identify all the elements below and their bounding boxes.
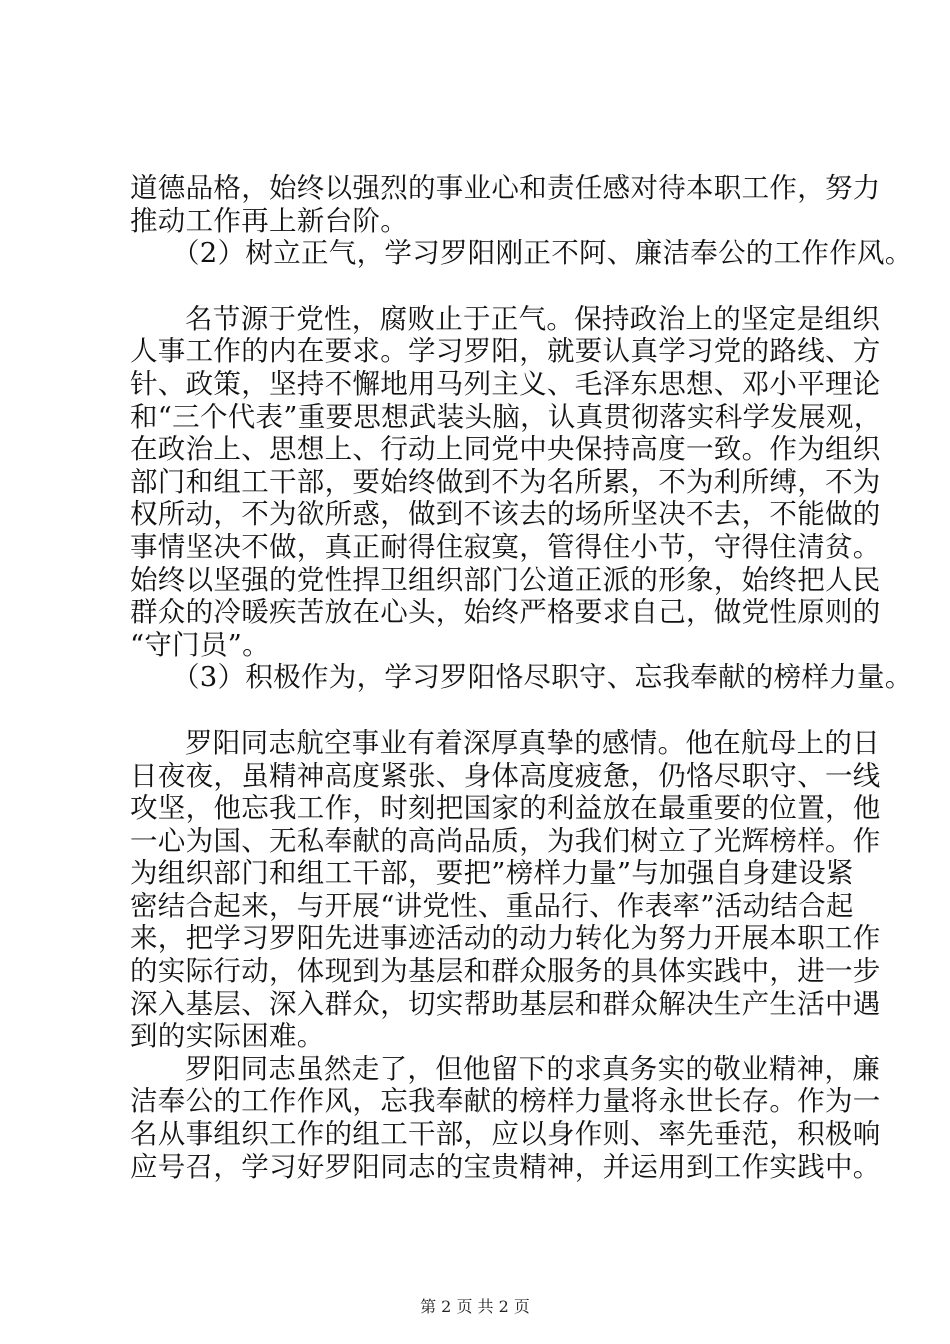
text-line: 攻坚，他忘我工作，时刻把国家的利益放在最重要的位置，他: [130, 792, 881, 825]
text-line: 事情坚决不做，真正耐得住寂寞，管得住小节，守得住清贫。: [130, 530, 881, 563]
spacer: [130, 270, 830, 303]
text-line: 应号召，学习好罗阳同志的宝贵精神，并运用到工作实践中。: [130, 1150, 881, 1183]
text-line: 深入基层、深入群众，切实帮助基层和群众解决生产生活中遇: [130, 987, 881, 1020]
spacer: [130, 694, 830, 727]
text-line: 为组织部门和组工干部，要把”榜样力量”与加强自身建设紧: [130, 857, 854, 890]
text-line: 来，把学习罗阳先进事迹活动的动力转化为努力开展本职工作: [130, 922, 881, 955]
paragraph-2: [130, 302, 882, 662]
text-line: 到的实际困难。: [130, 1020, 325, 1053]
text-line: 针、政策，坚持不懈地用马列主义、毛泽东思想、邓小平理论: [130, 367, 881, 400]
text-line: 群众的冷暖疾苦放在心头，始终严格要求自己，做党性原则的: [130, 596, 881, 629]
paragraph-1: [130, 172, 881, 237]
text-line: 部门和组工干部，要始终做到不为名所累，不为利所缚，不为: [130, 465, 881, 498]
paragraph-4: [130, 1052, 881, 1183]
paragraph-3: [130, 726, 881, 1053]
section-heading-3: （3）积极作为，学习罗阳恪尽职守、忘我奉献的榜样力量。: [172, 661, 913, 694]
text-line: “守门员”。: [130, 628, 270, 661]
text-line: 密结合起来，与开展“讲党性、重品行、作表率”活动结合起: [130, 889, 854, 922]
text-line: 推动工作再上新台阶。: [130, 204, 408, 237]
text-line: 罗阳同志虽然走了，但他留下的求真务实的敬业精神，廉: [185, 1052, 880, 1085]
text-line: 一心为国、无私奉献的高尚品质，为我们树立了光辉榜样。作: [130, 824, 881, 857]
page-number-footer: 第 2 页 共 2 页: [420, 1297, 530, 1316]
text-line: 始终以坚强的党性捍卫组织部门公道正派的形象，始终把人民: [130, 563, 881, 596]
document-body: [130, 172, 913, 1183]
text-line: 和“三个代表”重要思想武装头脑，认真贯彻落实科学发展观，: [130, 400, 882, 433]
text-line: 日夜夜，虽精神高度紧张、身体高度疲惫，仍恪尽职守、一线: [130, 759, 881, 792]
text-line: 在政治上、思想上、行动上同党中央保持高度一致。作为组织: [130, 433, 881, 466]
text-line: 道德品格，始终以强烈的事业心和责任感对待本职工作，努力: [130, 172, 881, 204]
text-line: 权所动，不为欲所惑，做到不该去的场所坚决不去，不能做的: [130, 498, 881, 531]
text-line: 名节源于党性，腐败止于正气。保持政治上的坚定是组织: [185, 302, 880, 335]
text-line: 人事工作的内在要求。学习罗阳，就要认真学习党的路线、方: [130, 335, 881, 368]
text-line: 罗阳同志航空事业有着深厚真挚的感情。他在航母上的日: [185, 726, 880, 759]
text-line: 洁奉公的工作作风，忘我奉献的榜样力量将永世长存。作为一: [130, 1085, 881, 1118]
text-line: 的实际行动，体现到为基层和群众服务的具体实践中，进一步: [130, 955, 881, 988]
text-line: 名从事组织工作的组工干部，应以身作则、率先垂范，积极响: [130, 1118, 881, 1151]
section-heading-2: （2）树立正气，学习罗阳刚正不阿、廉洁奉公的工作作风。: [172, 237, 913, 270]
